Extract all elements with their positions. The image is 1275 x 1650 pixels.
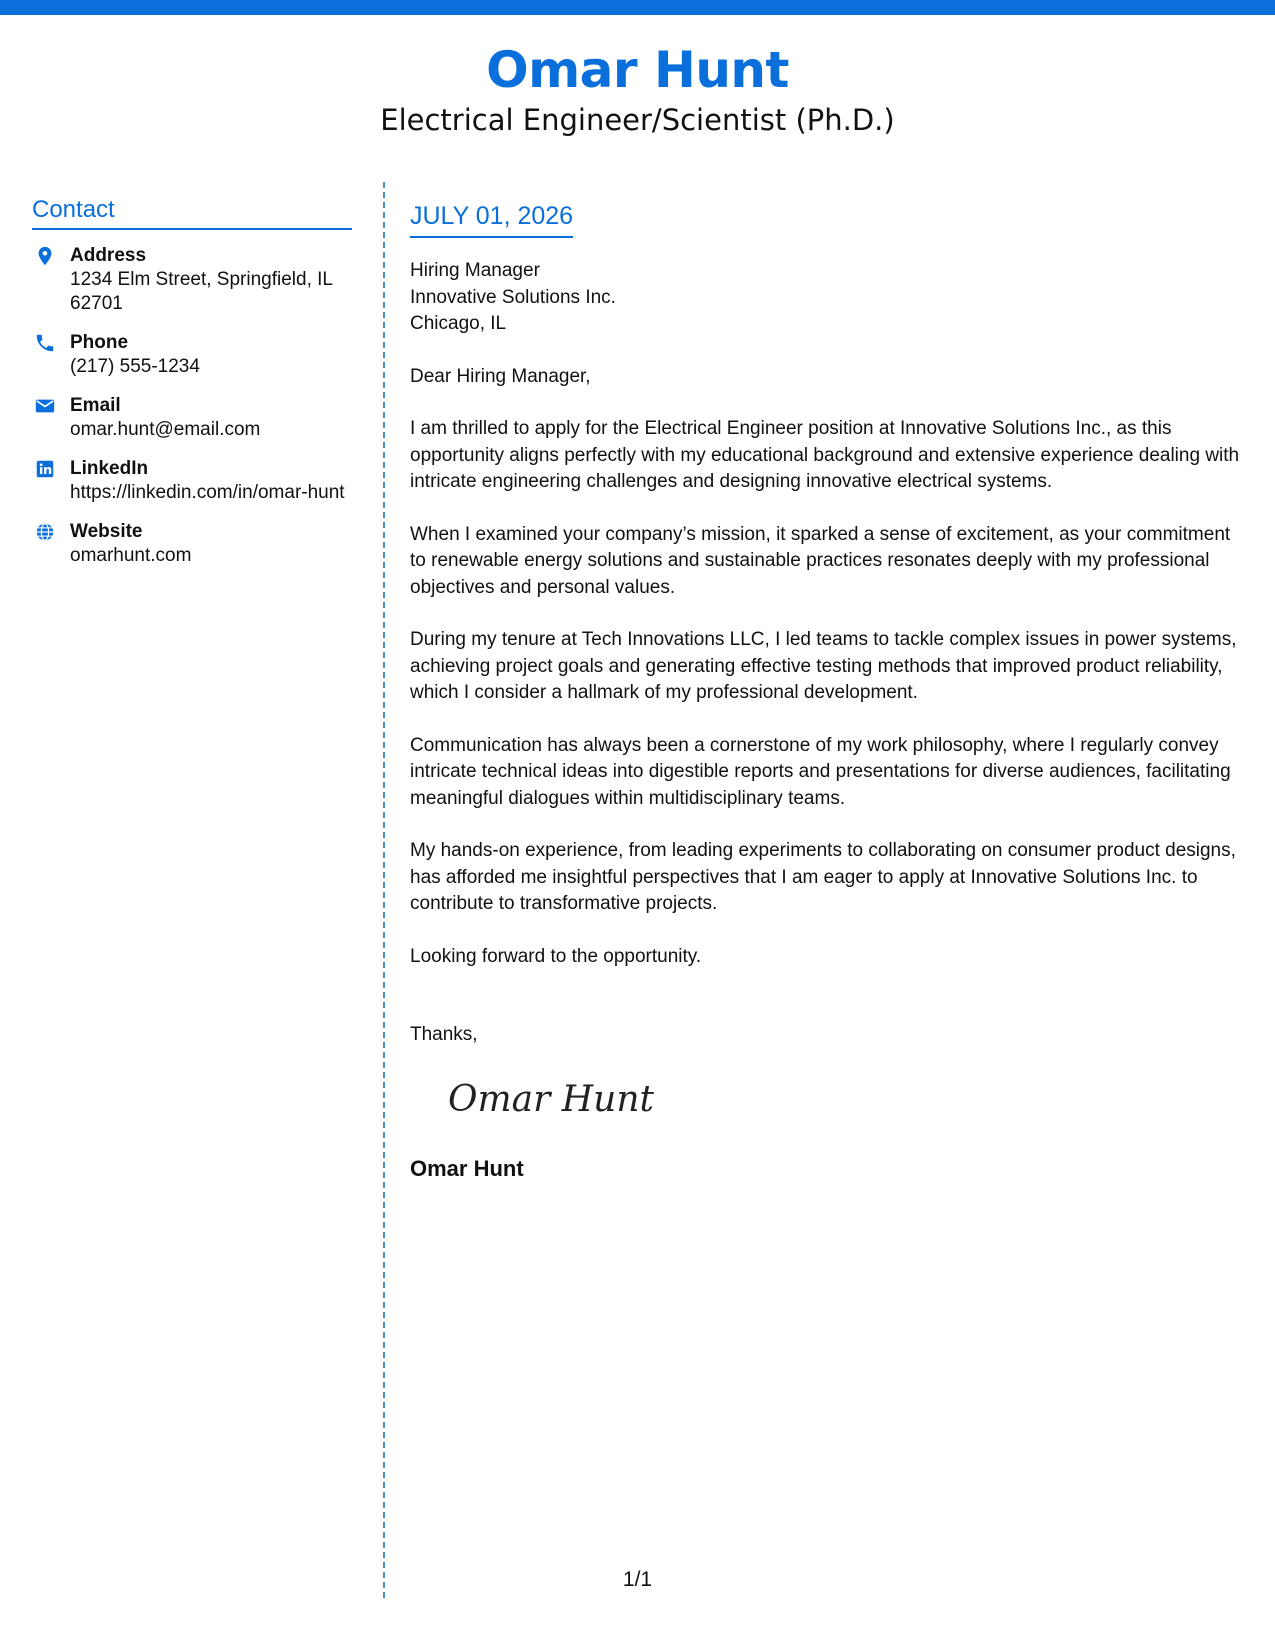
body-paragraph: Looking forward to the opportunity. <box>410 945 702 967</box>
signature-text: Omar Hunt <box>448 1078 654 1120</box>
letter-body <box>410 200 1245 1183</box>
contact-item-website <box>32 520 352 568</box>
contact-item-email <box>32 394 352 442</box>
globe-icon <box>34 521 56 543</box>
linkedin-value[interactable]: https://linkedin.com/in/omar-hunt <box>70 482 345 503</box>
letter-date: JULY 01, 2026 <box>410 200 573 238</box>
website-value[interactable]: omarhunt.com <box>70 545 192 566</box>
body-paragraph: I am thrilled to apply for the Electrical Engineer position at Innovative Solutions Inc., as this opportunity aligns perfectly with my educational background and extensive experience dealing with intricate engineering challenges and designing innovative electrical systems. <box>410 418 1240 492</box>
recipient-line: Innovative Solutions Inc. <box>410 286 616 308</box>
map-pin-icon <box>34 245 56 267</box>
phone-value: (217) 555-1234 <box>70 356 200 377</box>
column-divider <box>383 182 385 1598</box>
body-paragraph: My hands-on experience, from leading experiments to collaborating on consumer product designs, has afforded me insightful perspectives that I am eager to apply at Innovative Solutions Inc. to contribute to transformative projects. <box>410 840 1236 914</box>
contact-item-linkedin <box>32 457 352 505</box>
recipient-line: Chicago, IL <box>410 313 507 334</box>
signer-name: Omar Hunt <box>410 1156 524 1181</box>
email-value: omar.hunt@email.com <box>70 419 261 440</box>
envelope-icon <box>34 395 56 417</box>
page-number: 1/1 <box>622 1568 653 1591</box>
handwritten-signature <box>444 1071 664 1127</box>
contact-section-title: Contact <box>32 196 352 230</box>
address-value: 1234 Elm Street, Springfield, IL 62701 <box>70 269 333 314</box>
closing: Thanks, <box>410 1024 478 1045</box>
body-paragraph: During my tenure at Tech Innovations LLC, I led teams to tackle complex issues in power systems, achieving project goals and generating effective testing methods that improved product reliability, which I consider a hallmark of my professional development. <box>410 629 1237 703</box>
contact-list <box>32 244 352 568</box>
contact-item-address <box>32 244 352 316</box>
contact-label: Address <box>70 245 147 266</box>
applicant-title: Electrical Engineer/Scientist (Ph.D.) <box>380 103 895 137</box>
contact-label: LinkedIn <box>70 458 149 479</box>
applicant-name: Omar Hunt <box>486 41 789 99</box>
contact-item-phone <box>32 331 352 379</box>
contact-sidebar <box>32 196 352 583</box>
salutation: Dear Hiring Manager, <box>410 365 591 387</box>
contact-label: Website <box>70 521 143 542</box>
body-paragraph: When I examined your company’s mission, it sparked a sense of excitement, as your commitment to renewable energy solutions and sustainable practices resonates deeply with my professional objectives and personal values. <box>410 523 1231 598</box>
recipient-block <box>410 258 1245 338</box>
linkedin-icon <box>34 458 56 480</box>
phone-icon <box>34 332 56 354</box>
top-accent-bar <box>0 0 1275 15</box>
body-paragraph: Communication has always been a cornerstone of my work philosophy, where I regularly convey intricate technical ideas into digestible reports and presentations for diverse audiences, facilitating meaningful dialogues within multidisciplinary teams. <box>410 734 1231 809</box>
recipient-line: Hiring Manager <box>410 260 540 281</box>
contact-label: Phone <box>70 332 129 353</box>
contact-label: Email <box>70 395 121 416</box>
page-header <box>0 40 1275 140</box>
